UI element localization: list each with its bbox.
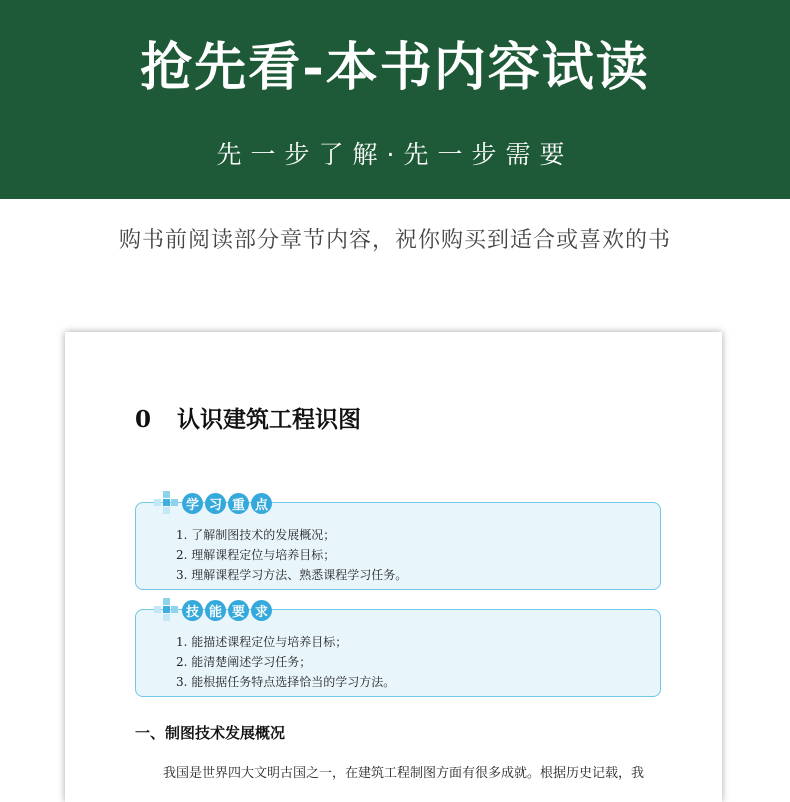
heading-char: 要: [228, 600, 249, 621]
heading-char: 学: [182, 493, 203, 514]
skill-requirements-box: [135, 604, 661, 697]
chapter-title: 认识建筑工程识图: [177, 406, 361, 433]
square-pattern-icon: [154, 491, 180, 515]
skill-requirements-heading: [154, 596, 274, 624]
heading-char: 技: [182, 600, 203, 621]
banner-title: 抢先看-本书内容试读: [140, 37, 650, 98]
learning-focus-heading: [154, 489, 274, 517]
intro-text: 购书前阅读部分章节内容，祝你购买到适合或喜欢的书: [118, 228, 671, 253]
section-title: 一、制图技术发展概况: [135, 724, 286, 742]
chapter-heading: [135, 404, 361, 436]
list-item: 3. 能根据任务特点选择恰当的学习方法。: [176, 675, 396, 689]
heading-char: 能: [205, 600, 226, 621]
book-page-preview: [65, 332, 722, 802]
learning-focus-box: [135, 497, 661, 590]
list-item: 3. 理解课程学习方法、熟悉课程学习任务。: [176, 568, 408, 582]
learning-focus-list: [176, 525, 407, 585]
heading-char: 习: [205, 493, 226, 514]
list-item: 1. 了解制图技术的发展概况；: [176, 528, 336, 542]
list-item: 1. 能描述课程定位与培养目标；: [176, 635, 348, 649]
list-item: 2. 理解课程定位与培养目标；: [176, 548, 336, 562]
square-pattern-icon: [154, 598, 180, 622]
body-paragraph: 我国是世界四大文明古国之一，在建筑工程制图方面有很多成就。根据历史记载，我: [163, 766, 645, 781]
header-banner: [0, 0, 790, 199]
heading-char: 重: [228, 493, 249, 514]
skill-requirements-list: [176, 632, 395, 692]
banner-subtitle: 先一步了解·先一步需要: [216, 140, 574, 169]
chapter-number: 0: [135, 406, 152, 433]
heading-char: 求: [251, 600, 272, 621]
heading-char: 点: [251, 493, 272, 514]
list-item: 2. 能清楚阐述学习任务；: [176, 655, 312, 669]
